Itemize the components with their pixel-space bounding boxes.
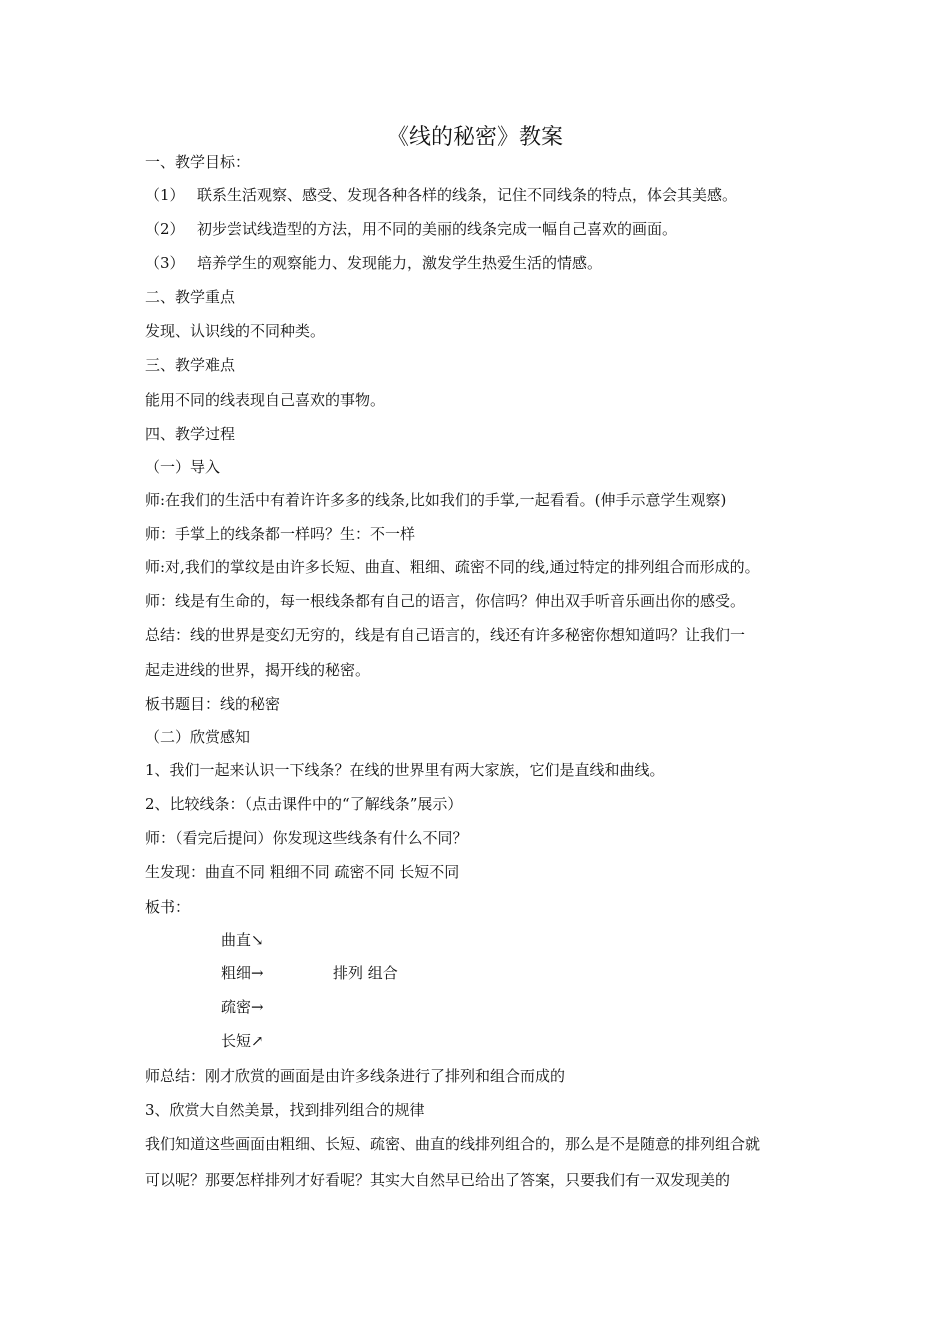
objective-item-2: [145, 219, 677, 239]
paragraph-line: 2、比较线条：（点击课件中的“了解线条”展示）: [145, 795, 463, 813]
objective-text: 培养学生的观察能力、发现能力，激发学生热爱生活的情感。: [197, 254, 603, 272]
paragraph-line: 生发现：曲直不同 粗细不同 疏密不同 长短不同: [145, 863, 460, 881]
paragraph-line: 1、我们一起来认识一下线条？在线的世界里有两大家族，它们是直线和曲线。: [145, 761, 665, 779]
paragraph-line: 我们知道这些画面由粗细、长短、疏密、曲直的线排列组合的，那么是不是随意的排列组合就: [145, 1135, 761, 1153]
paragraph-line: 师：手掌上的线条都一样吗？生：不一样: [145, 525, 416, 543]
objective-number: （3）: [145, 254, 185, 272]
board-title-line: 板书题目：线的秘密: [145, 695, 281, 713]
objective-item-1: [145, 185, 737, 205]
section-heading-process: 四、教学过程: [145, 425, 236, 443]
subsection-heading-appreciation: （二）欣赏感知: [145, 728, 251, 746]
board-label: 板书：: [145, 898, 191, 916]
objective-number: （2）: [145, 220, 185, 238]
board-arrangement-label: 排列 组合: [333, 964, 398, 982]
paragraph-line: 师：（看完后提问）你发现这些线条有什么不同？: [145, 829, 468, 847]
paragraph-line: 师：线是有生命的，每一根线条都有自己的语言，你信吗？伸出双手听音乐画出你的感受。: [145, 592, 746, 610]
paragraph-line: 师:对,我们的掌纹是由许多长短、曲直、粗细、疏密不同的线,通过特定的排列组合而形成的。: [145, 558, 760, 576]
section-heading-objectives: 一、教学目标：: [145, 153, 251, 171]
objective-text: 联系生活观察、感受、发现各种各样的线条，记住不同线条的特点，体会其美感。: [197, 186, 738, 204]
board-item: 曲直↘: [221, 931, 264, 949]
paragraph-line: 师总结：刚才欣赏的画面是由许多线条进行了排列和组合而成的: [145, 1067, 566, 1085]
section-heading-key-points: 二、教学重点: [145, 288, 236, 306]
subsection-heading-intro: （一）导入: [145, 458, 221, 476]
paragraph-line: 总结：线的世界是变幻无穷的，线是有自己语言的，线还有许多秘密你想知道吗？让我们一: [145, 626, 746, 644]
board-item: 长短↗: [221, 1032, 264, 1050]
difficulties-text: 能用不同的线表现自己喜欢的事物。: [145, 391, 386, 409]
objective-item-3: [145, 253, 602, 273]
document-title: 《线的秘密》教案: [386, 125, 563, 150]
paragraph-line: 3、欣赏大自然美景，找到排列组合的规律: [145, 1101, 425, 1119]
section-heading-difficulties: 三、教学难点: [145, 356, 236, 374]
paragraph-line: 起走进线的世界，揭开线的秘密。: [145, 661, 371, 679]
key-points-text: 发现、认识线的不同种类。: [145, 322, 326, 340]
objective-text: 初步尝试线造型的方法，用不同的美丽的线条完成一幅自己喜欢的画面。: [197, 220, 678, 238]
paragraph-line: 师:在我们的生活中有着许许多多的线条,比如我们的手掌,一起看看。(伸手示意学生观察): [145, 491, 727, 509]
paragraph-line: 可以呢？那要怎样排列才好看呢？其实大自然早已给出了答案，只要我们有一双发现美的: [145, 1171, 731, 1189]
board-item: 疏密→: [221, 998, 264, 1016]
objective-number: （1）: [145, 186, 185, 204]
board-item: 粗细→: [221, 964, 264, 982]
